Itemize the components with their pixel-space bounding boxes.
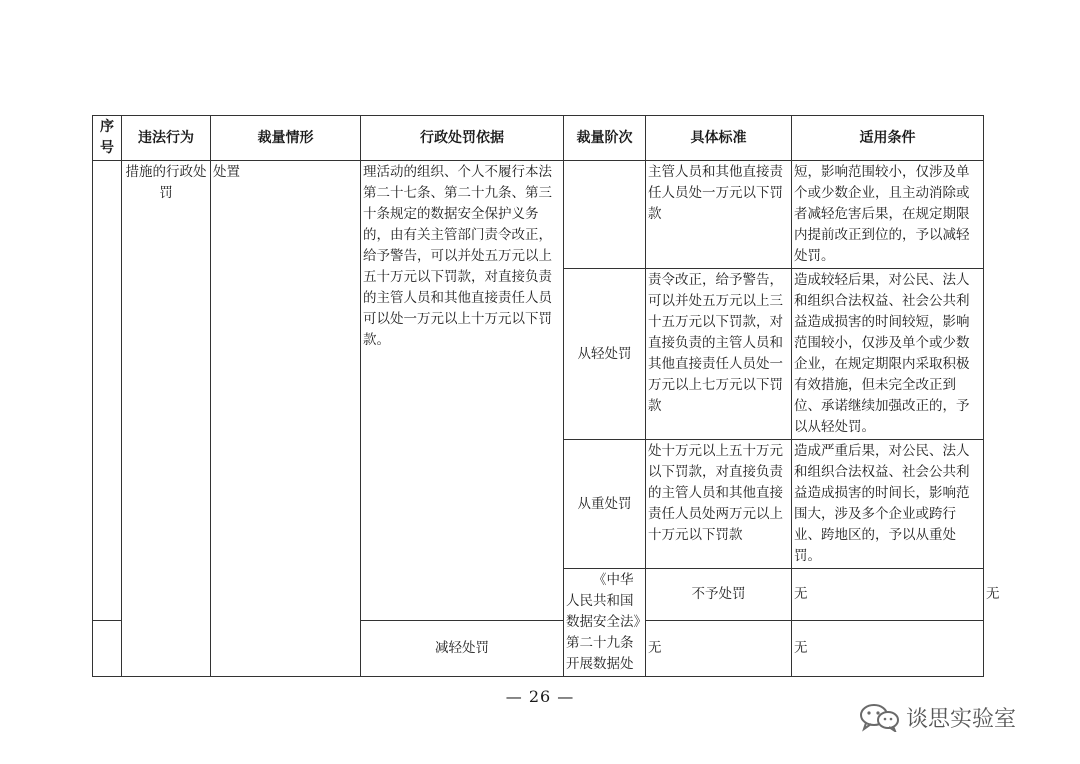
standard-cell: 无 [646,621,792,677]
header-condition: 适用条件 [792,116,984,161]
header-basis: 行政处罚依据 [361,116,564,161]
condition-cell: 造成严重后果，对公民、法人和组织合法权益、社会公共利益造成损害的时间长，影响范围大，涉及多个企业或跨行业、跨地区的，予以从重处罚。 [792,440,984,569]
table-row: 《中华人民共和国数据安全法》第二十九条 开展数据处 不予处罚 无 无 [93,569,984,621]
header-row [93,116,984,161]
standard-cell: 责令改正，给予警告，可以并处五万元以上三十五万元以下罚款，对直接负责的主管人员和其他直接责任人员处一万元以上七万元以下罚款 [646,269,792,440]
condition-cell: 造成较轻后果，对公民、法人和组织合法权益、社会公共利益造成损害的时间较短，影响范围较小，仅涉及单个或少数企业，在规定期限内采取积极有效措施，但未完全改正到位、承诺继续加强改正的，予以从轻处罚。 [792,269,984,440]
level-cell: 不予处罚 [646,569,792,621]
header-standard: 具体标准 [646,116,792,161]
level-cell: 从重处罚 [564,440,646,569]
penalty-table [92,115,1000,677]
level-cell: 减轻处罚 [361,621,564,677]
level-cell [564,161,646,269]
header-situation: 裁量情形 [211,116,361,161]
wechat-icon [858,702,900,732]
header-behavior: 违法行为 [122,116,211,161]
standard-cell: 处十万元以上五十万元以下罚款，对直接负责的主管人员和其他直接责任人员处两万元以上十万元以下罚款 [646,440,792,569]
table-row [93,161,984,269]
level-cell: 从轻处罚 [564,269,646,440]
standard-cell: 主管人员和其他直接责任人员处一万元以下罚款 [646,161,792,269]
page-number: — 26 — [505,687,575,706]
header-level: 裁量阶次 [564,116,646,161]
situation-cell: 处置 [211,161,361,677]
watermark [858,700,1016,734]
behavior-cell: 措施的行政处罚 [122,161,211,677]
seq-cell [93,161,122,621]
seq-cell [93,621,122,677]
basis-cell-2: 《中华人民共和国数据安全法》第二十九条 开展数据处 [564,569,646,677]
condition-cell: 无 [792,621,984,677]
condition-cell: 短，影响范围较小，仅涉及单个或少数企业，且主动消除或者减轻危害后果，在规定期限内提前改正到位的，予以减轻处罚。 [792,161,984,269]
basis-cell: 理活动的组织、个人不履行本法第二十七条、第二十九条、第三十条规定的数据安全保护义务的，由有关主管部门责令改正，给予警告，可以并处五万元以上五十万元以下罚款，对直接负责的主管人员和其他直接责任人员可以处一万元以上十万元以下罚款。 [361,161,564,621]
watermark-text: 谈思实验室 [906,706,1017,732]
standard-cell: 无 [792,569,984,621]
header-seq: 序号 [93,116,122,161]
